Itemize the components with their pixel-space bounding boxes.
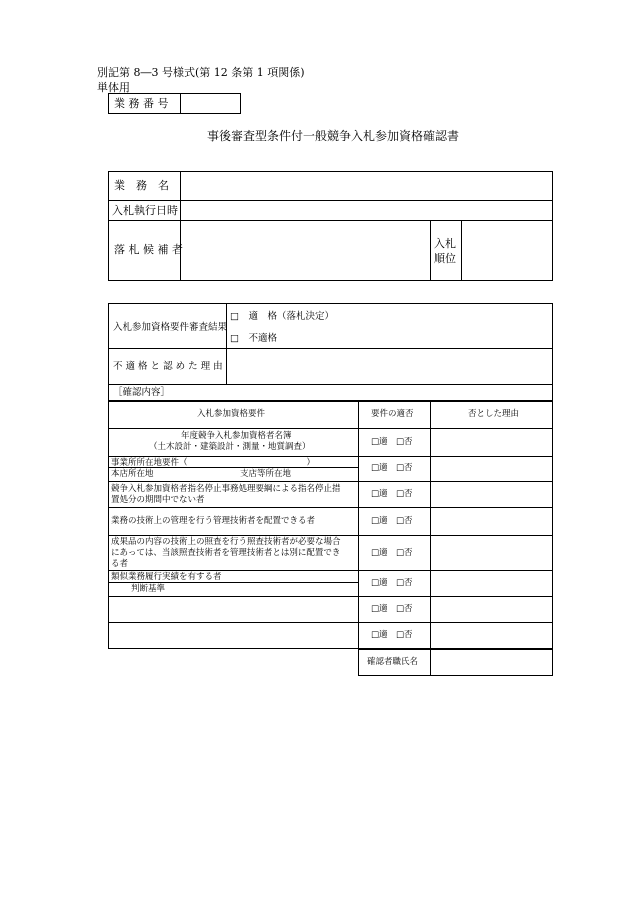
business-number-label: 業 務 番 号 — [114, 97, 169, 110]
info-table — [108, 171, 553, 281]
review-result-label: 入札参加資格要件審査結果 — [113, 322, 228, 333]
confirmer-label: 確認者職氏名 — [367, 657, 419, 667]
row2-fit[interactable]: □適 □否 — [371, 463, 413, 473]
form-id: 別記第 8―3 号様式(第 12 条第 1 項関係) — [97, 66, 305, 79]
row6-line1: 類似業務履行実績を有する者 — [111, 572, 222, 582]
row8-fit[interactable]: □適 □否 — [371, 630, 413, 640]
row3-fit[interactable]: □適 □否 — [371, 489, 413, 499]
confirm-content-label: ［確認内容］ — [113, 387, 171, 398]
row2-head-office: 本店所在地 — [111, 469, 154, 479]
option-fail[interactable]: □ 不適格 — [230, 333, 277, 344]
rank-label-1: 入札 — [434, 237, 456, 250]
col-reason: 否とした理由 — [468, 409, 520, 419]
row2-branch-office: 支店等所在地 — [240, 469, 292, 479]
usage-label: 単体用 — [97, 81, 130, 94]
row5-line3: る者 — [111, 559, 129, 569]
row3-line1: 競争入札参加資格者指名停止事務処理要綱による指名停止措 — [111, 484, 341, 494]
row4-line1: 業務の技術上の管理を行う管理技術者を配置できる者 — [111, 516, 316, 526]
document-title: 事後審査型条件付一般競争入札参加資格確認書 — [207, 129, 460, 143]
row1-fit[interactable]: □適 □否 — [371, 437, 413, 447]
business-name-label: 業 務 名 — [114, 179, 169, 192]
row5-fit[interactable]: □適 □否 — [371, 548, 413, 558]
candidate-label: 落 札 候 補 者 — [114, 243, 183, 256]
option-pass[interactable]: □ 適 格（落札決定） — [230, 311, 334, 322]
datetime-label: 入札執行日時 — [112, 204, 178, 217]
row6-line2: 判断基準 — [131, 584, 166, 594]
row1-line2: （土木設計・建築設計・測量・地質調査） — [149, 442, 311, 452]
row2-line1: 事業所所在地要件（ ） — [111, 458, 316, 468]
row1-line1: 年度競争入札参加資格者名簿 — [181, 431, 292, 441]
row5-line1: 成果品の内容の技術上の照査を行う照査技術者が必要な場合 — [111, 537, 341, 547]
rank-label-2: 順位 — [434, 252, 456, 265]
row6-fit[interactable]: □適 □否 — [371, 578, 413, 588]
row4-fit[interactable]: □適 □否 — [371, 516, 413, 526]
col-requirement: 入札参加資格要件 — [197, 409, 266, 419]
row7-fit[interactable]: □適 □否 — [371, 604, 413, 614]
reason-label: 不 適 格 と 認 め た 理 由 — [113, 361, 223, 372]
row5-line2: にあっては、当該照査技術者を管理技術者とは別に配置でき — [111, 548, 341, 558]
row3-line2: 置処分の期間中でない者 — [111, 495, 205, 505]
col-fit: 要件の適否 — [371, 409, 414, 419]
